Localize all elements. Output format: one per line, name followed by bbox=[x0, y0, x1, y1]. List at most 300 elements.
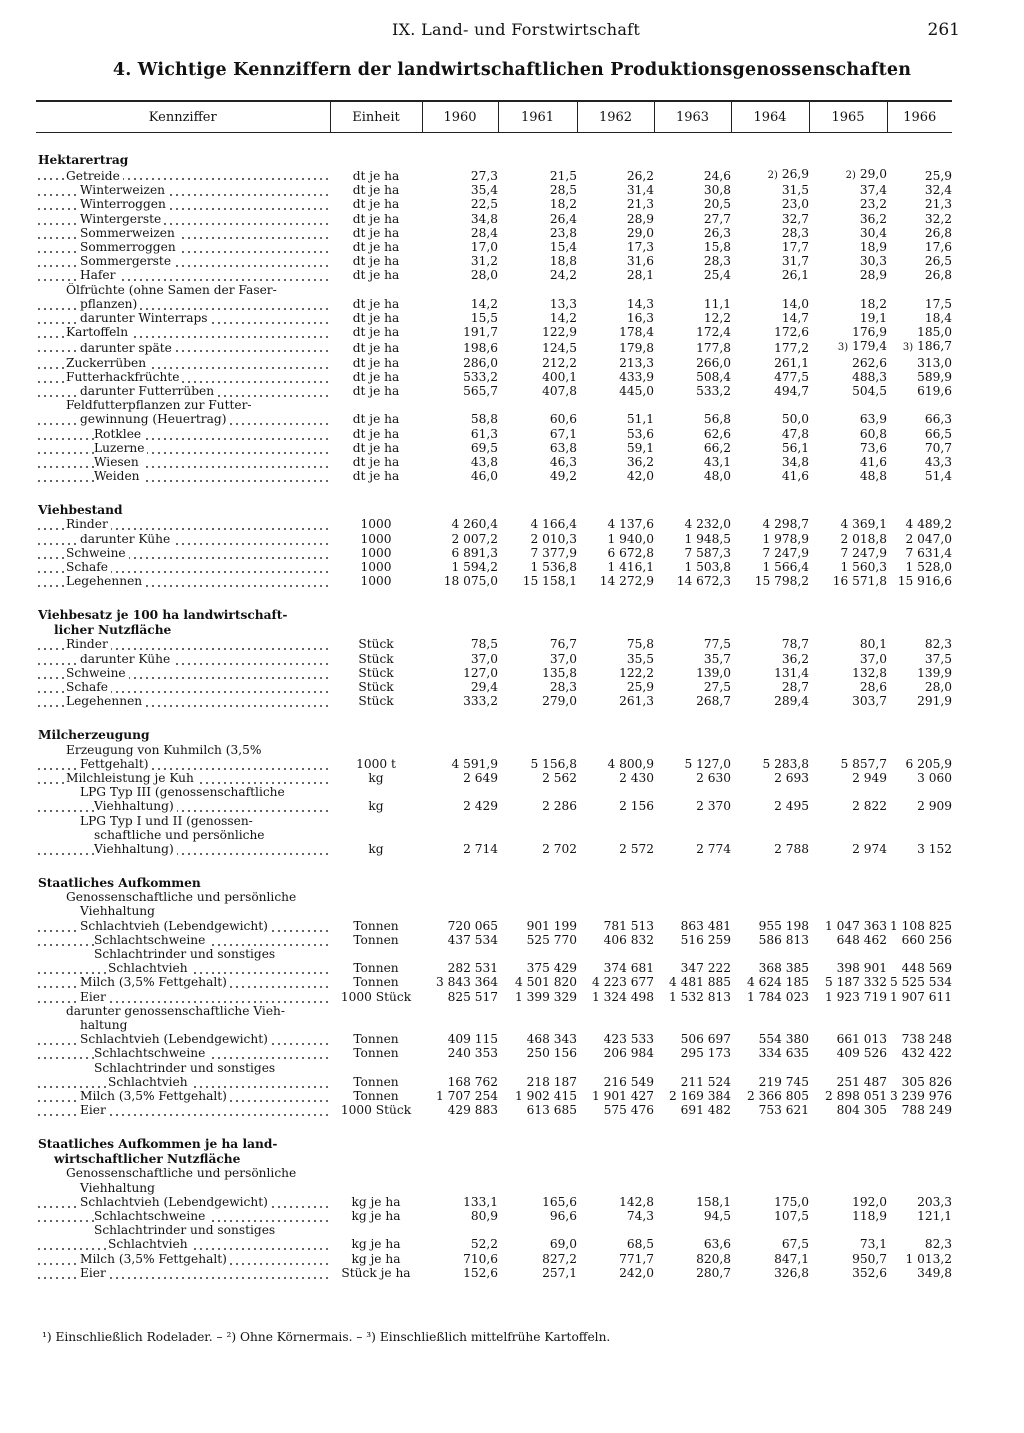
value: 313,0 bbox=[917, 355, 952, 370]
table-row bbox=[36, 743, 952, 757]
unit-cell: 1000 bbox=[360, 545, 392, 560]
value-cell bbox=[731, 1237, 809, 1251]
value: 950,7 bbox=[852, 1251, 887, 1266]
unit-cell: 1000 bbox=[360, 517, 392, 532]
value-cell bbox=[887, 757, 952, 771]
value-cell bbox=[498, 1166, 577, 1180]
value-cell bbox=[422, 370, 498, 384]
table-row bbox=[36, 828, 952, 842]
row-label-cell bbox=[36, 1181, 330, 1195]
value-cell bbox=[498, 1032, 577, 1046]
value-cell bbox=[498, 666, 577, 680]
value: 59,1 bbox=[626, 440, 654, 455]
value: 2 949 bbox=[852, 770, 887, 785]
value-cell bbox=[731, 370, 809, 384]
value: 504,5 bbox=[852, 384, 887, 399]
value: 56,8 bbox=[703, 412, 731, 427]
row-label: LPG Typ III (genossenschaftliche bbox=[80, 785, 288, 799]
unit-cell: dt je ha bbox=[352, 268, 400, 283]
value-cell bbox=[887, 694, 952, 708]
value-cell bbox=[731, 743, 809, 757]
unit-cell: dt je ha bbox=[352, 197, 400, 212]
value-cell bbox=[654, 1266, 731, 1280]
value: 266,0 bbox=[696, 355, 731, 370]
value: 60,6 bbox=[549, 412, 577, 427]
value-cell bbox=[887, 212, 952, 226]
value-cell bbox=[887, 532, 952, 546]
value-cell bbox=[422, 1252, 498, 1266]
value: 216 549 bbox=[603, 1074, 654, 1089]
value-cell bbox=[422, 1223, 498, 1237]
unit-cell: 1000 Stück bbox=[340, 989, 412, 1004]
row-label: Schafe bbox=[66, 680, 111, 694]
value: 29,0 bbox=[859, 167, 887, 181]
value: 6 672,8 bbox=[607, 545, 654, 560]
value-cell bbox=[809, 398, 887, 412]
value: 5 857,7 bbox=[840, 756, 887, 771]
value: 82,3 bbox=[924, 637, 952, 652]
unit-cell: kg bbox=[368, 770, 384, 785]
value-cell bbox=[809, 975, 887, 989]
value-cell bbox=[654, 455, 731, 469]
value-cell bbox=[887, 1237, 952, 1251]
value: 432 422 bbox=[901, 1046, 952, 1061]
value: 28,3 bbox=[703, 254, 731, 269]
value-cell bbox=[498, 1209, 577, 1223]
value: 407,8 bbox=[542, 384, 577, 399]
value-cell bbox=[498, 904, 577, 918]
value-cell bbox=[731, 283, 809, 297]
value: 468 343 bbox=[526, 1032, 577, 1047]
value: 14,3 bbox=[626, 296, 654, 311]
spacer-cell bbox=[36, 856, 952, 875]
value-cell bbox=[731, 842, 809, 856]
row-label: darunter Kühe bbox=[80, 652, 173, 666]
value-cell bbox=[654, 197, 731, 211]
row-label-cell bbox=[36, 183, 330, 197]
value-cell bbox=[654, 919, 731, 933]
value: 2 007,2 bbox=[451, 531, 498, 546]
row-label-cell bbox=[36, 574, 330, 588]
unit-cell: kg bbox=[368, 841, 384, 856]
value-cell bbox=[577, 1075, 654, 1089]
row-label: Milch (3,5% Fettgehalt) bbox=[80, 1252, 230, 1266]
value: 66,2 bbox=[703, 440, 731, 455]
unit-cell: 1000 t bbox=[356, 756, 396, 771]
value-cell bbox=[731, 1061, 809, 1075]
value: 2 429 bbox=[463, 799, 498, 814]
value: 133,1 bbox=[463, 1194, 498, 1209]
unit-cell: 1000 bbox=[360, 560, 392, 575]
value: 135,8 bbox=[542, 665, 577, 680]
value-cell bbox=[498, 814, 577, 828]
spacer-cell bbox=[36, 133, 952, 153]
value-cell bbox=[654, 1032, 731, 1046]
table-row bbox=[36, 370, 952, 384]
value: 17,6 bbox=[924, 240, 952, 255]
value-cell bbox=[887, 637, 952, 651]
unit-cell bbox=[330, 890, 422, 904]
table-row bbox=[36, 666, 952, 680]
table-row bbox=[36, 1223, 952, 1237]
value-cell bbox=[654, 469, 731, 483]
footnote: ¹) Einschließlich Rodelader. – ²) Ohne Körnermais. – ³) Einschließlich mittelfrühe Kartoffeln. bbox=[42, 1330, 611, 1344]
table-row bbox=[36, 990, 952, 1004]
row-label-cell bbox=[36, 370, 330, 384]
value-cell bbox=[577, 370, 654, 384]
value: 1 532 813 bbox=[668, 989, 731, 1004]
value-cell bbox=[654, 975, 731, 989]
row-label: darunter späte bbox=[80, 341, 175, 355]
value: 753 621 bbox=[758, 1103, 809, 1118]
value-cell bbox=[731, 785, 809, 799]
row-label-cell bbox=[36, 961, 330, 975]
value-cell bbox=[731, 268, 809, 282]
value: 178,4 bbox=[619, 325, 654, 340]
value: 5 187 332 bbox=[824, 975, 887, 990]
value-cell bbox=[654, 254, 731, 268]
value: 15,4 bbox=[549, 240, 577, 255]
value: 26,4 bbox=[549, 211, 577, 226]
value: 121,1 bbox=[917, 1208, 952, 1223]
value: 37,0 bbox=[549, 651, 577, 666]
value-cell bbox=[577, 441, 654, 455]
value: 2 370 bbox=[696, 799, 731, 814]
value: 74,3 bbox=[626, 1208, 654, 1223]
value: 29,4 bbox=[470, 680, 498, 695]
unit-cell: Tonnen bbox=[353, 1046, 399, 1061]
value: 1 907 611 bbox=[889, 989, 952, 1004]
row-label: Legehennen bbox=[66, 694, 145, 708]
value-cell bbox=[498, 694, 577, 708]
column-header: 1960 bbox=[422, 101, 498, 133]
value-cell bbox=[422, 919, 498, 933]
unit-cell: kg bbox=[368, 799, 384, 814]
spacer-row bbox=[36, 709, 952, 728]
value-cell bbox=[498, 652, 577, 666]
value: 70,7 bbox=[924, 440, 952, 455]
value: 127,0 bbox=[463, 665, 498, 680]
value-cell bbox=[422, 546, 498, 560]
value: 139,9 bbox=[917, 665, 952, 680]
unit-cell bbox=[330, 1018, 422, 1032]
value-cell bbox=[731, 240, 809, 254]
unit-cell bbox=[330, 828, 422, 842]
table-row bbox=[36, 919, 952, 933]
value: 1 536,8 bbox=[530, 560, 577, 575]
value-cell bbox=[654, 398, 731, 412]
value: 494,7 bbox=[774, 384, 809, 399]
value-cell bbox=[887, 311, 952, 325]
value-cell bbox=[577, 339, 654, 355]
unit-cell: dt je ha bbox=[352, 355, 400, 370]
value-cell bbox=[577, 933, 654, 947]
value: 20,5 bbox=[703, 197, 731, 212]
table-row bbox=[36, 1237, 952, 1251]
section-heading-row bbox=[36, 1136, 952, 1151]
value-cell bbox=[809, 842, 887, 856]
value: 28,4 bbox=[470, 225, 498, 240]
value: 554 380 bbox=[758, 1032, 809, 1047]
value: 212,2 bbox=[542, 355, 577, 370]
value-cell bbox=[498, 680, 577, 694]
row-label: darunter Winterraps bbox=[80, 311, 211, 325]
value: 51,4 bbox=[924, 469, 952, 484]
value-cell bbox=[498, 560, 577, 574]
value-cell bbox=[809, 283, 887, 297]
section-heading: Viehbesatz je 100 ha landwirtschaft- bbox=[38, 608, 288, 623]
value-cell bbox=[577, 947, 654, 961]
value-cell bbox=[809, 1103, 887, 1117]
value: 142,8 bbox=[619, 1194, 654, 1209]
row-label-cell bbox=[36, 226, 330, 240]
value: 516 259 bbox=[680, 932, 731, 947]
row-label-cell bbox=[36, 517, 330, 531]
value: 2 169 384 bbox=[668, 1088, 731, 1103]
value-cell bbox=[887, 842, 952, 856]
value-cell bbox=[498, 990, 577, 1004]
row-label: Sommerroggen bbox=[80, 240, 179, 254]
value-cell bbox=[887, 412, 952, 426]
row-label: Schlachtvieh bbox=[108, 1075, 191, 1089]
value-cell bbox=[577, 743, 654, 757]
section-heading: Staatliches Aufkommen je ha land- bbox=[38, 1137, 278, 1152]
value-cell bbox=[887, 680, 952, 694]
value: 66,3 bbox=[924, 412, 952, 427]
value: 185,0 bbox=[917, 325, 952, 340]
value-cell bbox=[498, 412, 577, 426]
value-cell bbox=[809, 771, 887, 785]
table-row bbox=[36, 311, 952, 325]
value-cell bbox=[731, 904, 809, 918]
value: 251 487 bbox=[836, 1074, 887, 1089]
value: 19,1 bbox=[859, 311, 887, 326]
value-cell bbox=[577, 680, 654, 694]
value-cell bbox=[809, 1209, 887, 1223]
value-cell bbox=[731, 254, 809, 268]
value-cell bbox=[887, 990, 952, 1004]
value-cell bbox=[887, 469, 952, 483]
value: 2 366 805 bbox=[746, 1088, 809, 1103]
value-cell bbox=[809, 757, 887, 771]
value-cell bbox=[498, 283, 577, 297]
value-cell bbox=[422, 1237, 498, 1251]
value-cell bbox=[422, 637, 498, 651]
table-row bbox=[36, 574, 952, 588]
row-label: Rinder bbox=[66, 517, 111, 531]
value-cell bbox=[887, 546, 952, 560]
value-cell bbox=[887, 1195, 952, 1209]
value: 303,7 bbox=[852, 694, 887, 709]
table-row bbox=[36, 1166, 952, 1180]
value-cell bbox=[731, 226, 809, 240]
value: 1 978,9 bbox=[762, 531, 809, 546]
value-cell bbox=[422, 1004, 498, 1018]
value: 4 624 185 bbox=[746, 975, 809, 990]
row-label: Luzerne bbox=[94, 441, 147, 455]
row-label: Weiden bbox=[94, 469, 143, 483]
value-cell bbox=[654, 268, 731, 282]
value: 42,0 bbox=[626, 469, 654, 484]
value: 30,4 bbox=[859, 225, 887, 240]
table-row bbox=[36, 532, 952, 546]
value-cell bbox=[731, 398, 809, 412]
value-cell bbox=[731, 339, 809, 355]
value-cell bbox=[731, 183, 809, 197]
value-cell bbox=[577, 771, 654, 785]
value-cell bbox=[887, 904, 952, 918]
value-cell bbox=[809, 743, 887, 757]
value: 25,4 bbox=[703, 268, 731, 283]
value-cell bbox=[577, 961, 654, 975]
value: 368 385 bbox=[758, 961, 809, 976]
unit-cell: dt je ha bbox=[352, 455, 400, 470]
value-cell bbox=[887, 1075, 952, 1089]
value-cell bbox=[654, 637, 731, 651]
value: 720 065 bbox=[447, 918, 498, 933]
value-cell bbox=[422, 412, 498, 426]
value: 82,3 bbox=[924, 1237, 952, 1252]
unit-cell: Stück bbox=[358, 680, 394, 695]
row-label-cell bbox=[36, 1252, 330, 1266]
value: 691 482 bbox=[680, 1103, 731, 1118]
value: 60,8 bbox=[859, 426, 887, 441]
value: 23,2 bbox=[859, 197, 887, 212]
value-cell bbox=[422, 680, 498, 694]
value-cell bbox=[577, 1223, 654, 1237]
spacer-row bbox=[36, 483, 952, 502]
row-label: Kartoffeln bbox=[66, 325, 131, 339]
value-cell bbox=[422, 799, 498, 813]
spacer-row bbox=[36, 588, 952, 607]
value-cell bbox=[887, 339, 952, 355]
value-cell bbox=[654, 1018, 731, 1032]
value-cell bbox=[498, 455, 577, 469]
value-cell bbox=[887, 455, 952, 469]
value: 352,6 bbox=[852, 1265, 887, 1280]
value: 375 429 bbox=[526, 961, 577, 976]
column-header: Kennziffer bbox=[36, 101, 330, 133]
row-label: Legehennen bbox=[66, 574, 145, 588]
value-cell bbox=[498, 441, 577, 455]
value: 4 481 885 bbox=[668, 975, 731, 990]
value: 1 047 363 bbox=[824, 918, 887, 933]
unit-cell bbox=[330, 1166, 422, 1180]
value: 280,7 bbox=[696, 1265, 731, 1280]
row-label: Hafer bbox=[80, 268, 118, 282]
value: 1 940,0 bbox=[607, 531, 654, 546]
unit-cell: Tonnen bbox=[353, 1088, 399, 1103]
value-cell bbox=[577, 1266, 654, 1280]
value-cell bbox=[809, 574, 887, 588]
table-row bbox=[36, 412, 952, 426]
value-cell bbox=[422, 339, 498, 355]
value-cell bbox=[422, 574, 498, 588]
value-cell bbox=[887, 1061, 952, 1075]
value: 56,1 bbox=[781, 440, 809, 455]
value-cell bbox=[577, 666, 654, 680]
unit-cell bbox=[330, 947, 422, 961]
value: 219 745 bbox=[758, 1074, 809, 1089]
value-cell bbox=[887, 1046, 952, 1060]
value: 31,4 bbox=[626, 183, 654, 198]
value-cell bbox=[422, 1181, 498, 1195]
value-cell bbox=[577, 890, 654, 904]
value: 12,2 bbox=[703, 311, 731, 326]
value-cell bbox=[731, 1252, 809, 1266]
value-cell bbox=[498, 757, 577, 771]
value: 429 883 bbox=[447, 1103, 498, 1118]
row-label-cell bbox=[36, 757, 330, 771]
row-label-cell bbox=[36, 469, 330, 483]
value-cell bbox=[809, 1061, 887, 1075]
row-label: LPG Typ I und II (genossen- bbox=[80, 814, 256, 828]
value-cell bbox=[731, 1266, 809, 1280]
value: 26,8 bbox=[924, 268, 952, 283]
table-row bbox=[36, 297, 952, 311]
value: 286,0 bbox=[463, 355, 498, 370]
section-heading: licher Nutzfläche bbox=[54, 623, 172, 638]
table-row bbox=[36, 1103, 952, 1117]
value: 827,2 bbox=[542, 1251, 577, 1266]
value: 16 571,8 bbox=[832, 574, 887, 589]
row-label-cell bbox=[36, 297, 330, 311]
value-cell bbox=[731, 1195, 809, 1209]
value-cell bbox=[887, 167, 952, 183]
value-cell bbox=[422, 757, 498, 771]
table-row bbox=[36, 1209, 952, 1223]
value: 158,1 bbox=[696, 1194, 731, 1209]
value: 198,6 bbox=[463, 341, 498, 356]
value-cell bbox=[577, 297, 654, 311]
row-label-cell bbox=[36, 1018, 330, 1032]
value-cell bbox=[809, 325, 887, 339]
value-cell bbox=[498, 356, 577, 370]
value-cell bbox=[887, 666, 952, 680]
value: 305 826 bbox=[901, 1074, 952, 1089]
unit-cell bbox=[330, 785, 422, 799]
value-cell bbox=[731, 1018, 809, 1032]
value: 80,1 bbox=[859, 637, 887, 652]
table-row bbox=[36, 546, 952, 560]
value: 261,1 bbox=[774, 355, 809, 370]
value-cell bbox=[654, 694, 731, 708]
value-cell bbox=[577, 311, 654, 325]
table-row bbox=[36, 757, 952, 771]
value-cell bbox=[809, 427, 887, 441]
value-cell bbox=[887, 183, 952, 197]
value-cell bbox=[422, 517, 498, 531]
value-cell bbox=[809, 560, 887, 574]
value: 3 152 bbox=[917, 841, 952, 856]
value: 5 525 534 bbox=[889, 975, 952, 990]
value: 3 843 364 bbox=[435, 975, 498, 990]
value: 172,6 bbox=[774, 325, 809, 340]
value: 28,0 bbox=[470, 268, 498, 283]
row-label: Rotklee bbox=[94, 427, 144, 441]
value-cell bbox=[654, 427, 731, 441]
row-label: Milch (3,5% Fettgehalt) bbox=[80, 975, 230, 989]
row-label-cell bbox=[36, 283, 330, 297]
value: 31,6 bbox=[626, 254, 654, 269]
value: 18,8 bbox=[549, 254, 577, 269]
value-cell bbox=[887, 1181, 952, 1195]
value-cell bbox=[887, 240, 952, 254]
value: 374 681 bbox=[603, 961, 654, 976]
row-label-cell bbox=[36, 842, 330, 856]
value: 48,8 bbox=[859, 469, 887, 484]
value-cell bbox=[498, 933, 577, 947]
